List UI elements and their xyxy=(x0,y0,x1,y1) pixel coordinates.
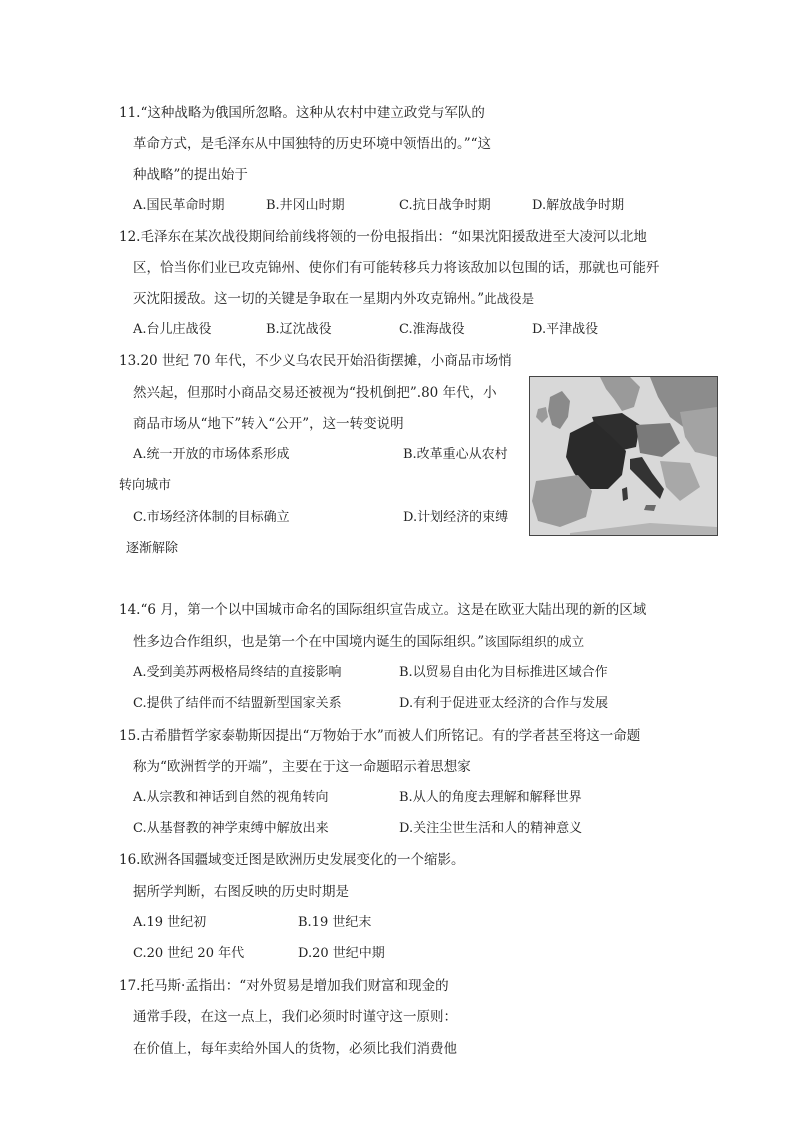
q11-option-b: B.井冈山时期 xyxy=(266,198,345,213)
q13-option-b: B.改革重心从农村 xyxy=(403,447,508,462)
q16-option-c: C.20 世纪 20 年代 xyxy=(133,946,245,961)
q14-line2-question: 该国际组织的成立 xyxy=(484,634,585,649)
q15-option-a: A.从宗教和神话到自然的视角转向 xyxy=(133,790,329,805)
q14-option-b: B.以贸易自由化为目标推进区域合作 xyxy=(399,665,608,680)
q14-line2-quote: 性多边合作组织，也是第一个在中国境内诞生的国际组织。” xyxy=(133,634,485,650)
q12-line3-question: 此战役是 xyxy=(484,291,535,306)
q17-line2: 通常手段，在这一点上，我们必须时时谨守这一原则： xyxy=(133,1009,457,1025)
europe-map-icon xyxy=(530,377,717,535)
q13-option-c: C.市场经济体制的目标确立 xyxy=(133,510,290,525)
q17-line3: 在价值上，每年卖给外国人的货物，必须比我们消费他 xyxy=(133,1041,457,1057)
q11-option-a: A.国民革命时期 xyxy=(133,198,225,213)
q13-line1: 13.20 世纪 70 年代，不少义乌农民开始沿街摆摊，小商品市场悄 xyxy=(119,353,512,369)
q15-line1: 15.古希腊哲学家泰勒斯因提出“万物始于水”而被人们所铭记。有的学者甚至将这一命题 xyxy=(119,728,641,744)
europe-map-image xyxy=(529,376,718,536)
q12-line3 xyxy=(133,290,534,308)
q13-line3: 商品市场从“地下”转入“公开”，这一转变说明 xyxy=(133,416,404,432)
q14-line2 xyxy=(133,633,584,651)
q12-line2: 区，恰当你们业已攻克锦州、使你们有可能转移兵力将该敌加以包围的话，那就也可能歼 xyxy=(133,260,660,276)
q12-line1: 12.毛泽东在某次战役期间给前线将领的一份电报指出：“如果沈阳援敌进至大凌河以北地 xyxy=(119,229,647,245)
q16-option-b: B.19 世纪末 xyxy=(298,915,372,930)
q14-option-d: D.有利于促进亚太经济的合作与发展 xyxy=(399,696,609,711)
q12-option-a: A.台儿庄战役 xyxy=(133,322,212,337)
q15-line2: 称为“欧洲哲学的开端”，主要在于这一命题昭示着思想家 xyxy=(133,759,471,775)
q14-option-a: A.受到美苏两极格局终结的直接影响 xyxy=(133,665,342,680)
q15-option-c: C.从基督教的神学束缚中解放出来 xyxy=(133,821,329,836)
q11-line3: 种战略”的提出始于 xyxy=(133,167,248,183)
q12-option-d: D.平津战役 xyxy=(532,322,599,337)
q15-option-b: B.从人的角度去理解和解释世界 xyxy=(399,790,582,805)
q11-option-c: C.抗日战争时期 xyxy=(399,198,491,213)
q13-option-a: A.统一开放的市场体系形成 xyxy=(133,447,290,462)
q12-option-c: C.淮海战役 xyxy=(399,322,465,337)
q11-line2: 革命方式，是毛泽东从中国独特的历史环境中领悟出的。”“这 xyxy=(133,136,492,152)
q16-line1: 16.欧洲各国疆域变迁图是欧洲历史发展变化的一个缩影。 xyxy=(119,852,465,868)
q13-line2: 然兴起，但那时小商品交易还被视为“投机倒把”.80 年代，小 xyxy=(133,385,497,401)
q13-option-b-cont: 转向城市 xyxy=(119,478,172,493)
q16-option-d: D.20 世纪中期 xyxy=(298,946,385,961)
q12-option-b: B.辽沈战役 xyxy=(266,322,332,337)
q16-line2: 据所学判断，右图反映的历史时期是 xyxy=(133,884,349,900)
q16-option-a: A.19 世纪初 xyxy=(133,915,207,930)
q14-option-c: C.提供了结伴而不结盟新型国家关系 xyxy=(133,696,342,711)
q11-option-d: D.解放战争时期 xyxy=(532,198,625,213)
q13-option-d: D.计划经济的束缚 xyxy=(403,510,509,525)
q17-line1: 17.托马斯·孟指出：“对外贸易是增加我们财富和现金的 xyxy=(119,978,449,994)
q13-option-d-cont: 逐渐解除 xyxy=(126,541,179,556)
q12-line3-quote: 灭沈阳援敌。这一切的关键是争取在一星期内外攻克锦州。” xyxy=(133,291,485,307)
q15-option-d: D.关注尘世生活和人的精神意义 xyxy=(399,821,583,836)
q11-line1: 11.“这种战略为俄国所忽略。这种从农村中建立政党与军队的 xyxy=(119,105,485,121)
q14-line1: 14.“6 月，第一个以中国城市命名的国际组织宣告成立。这是在欧亚大陆出现的新的区域 xyxy=(119,602,647,618)
